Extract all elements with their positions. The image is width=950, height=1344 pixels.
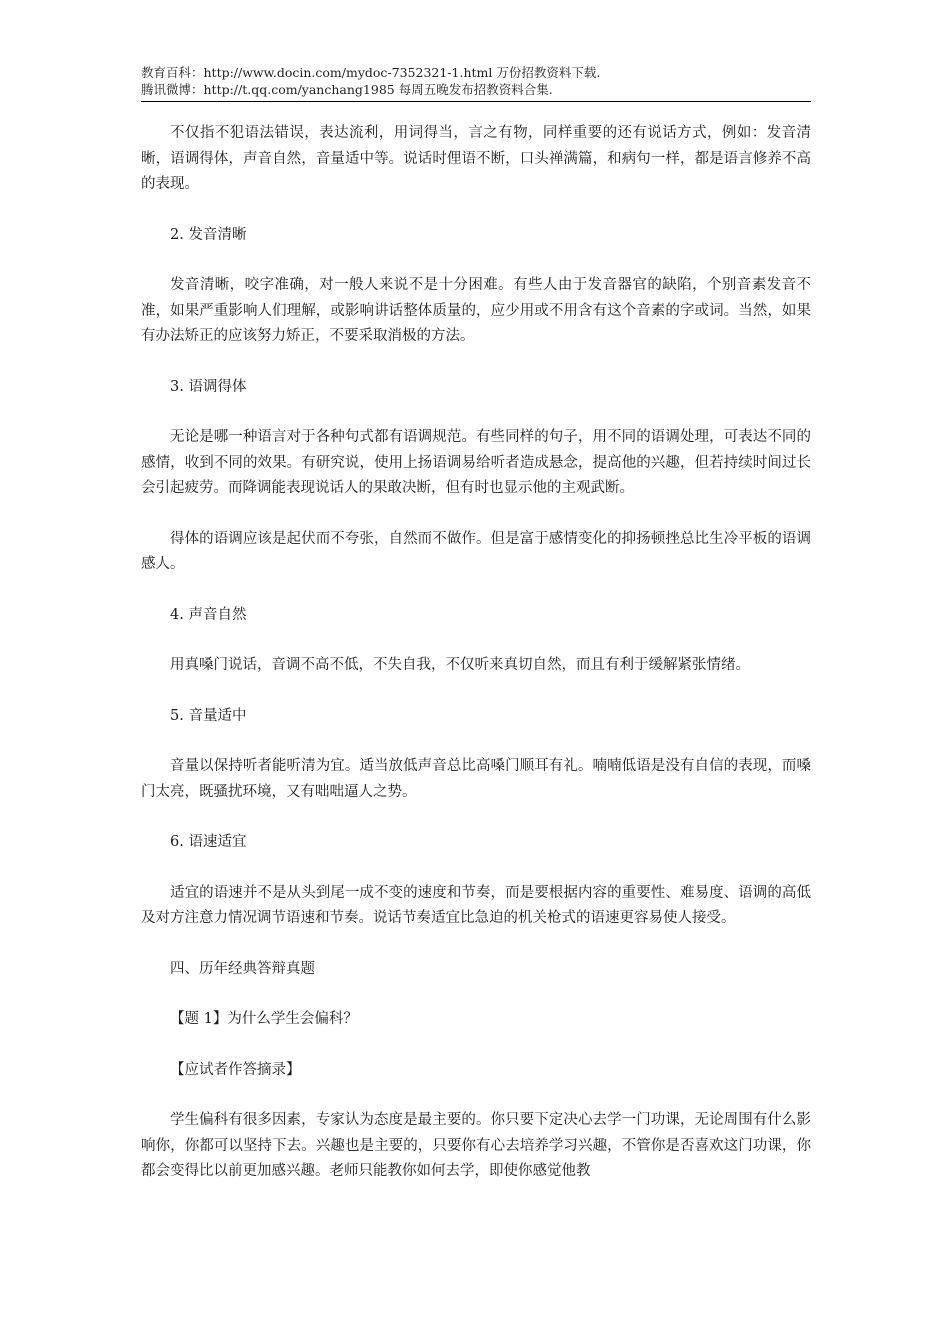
section-heading-pronunciation: 2. 发音清晰 bbox=[170, 226, 247, 243]
paragraph-pronunciation: 发音清晰，咬字准确，对一般人来说不是十分困难。有些人由于发音器官的缺陷，个别音素发音不准，如果严重影响人们理解，或影响讲话整体质量的，应少用或不用含有这个音素的字或词。当然，如果有办法矫正的应该努力矫正，不要采取消极的方法。 bbox=[141, 277, 811, 344]
paragraph-intonation-appropriate: 得体的语调应该是起伏而不夸张，自然而不做作。但是富于感情变化的抑扬顿挫总比生冷平板的语调感人。 bbox=[141, 530, 811, 572]
header-line-weibo: 腾讯微博：http://t.qq.com/yanchang1985 每周五晚发布招教资料合集. bbox=[141, 82, 553, 97]
paragraph-speed: 适宜的语速并不是从头到尾一成不变的速度和节奏，而是要根据内容的重要性、难易度、语调的高低及对方注意力情况调节语速和节奏。说话节奏适宜比急迫的机关枪式的语速更容易使人接受。 bbox=[141, 884, 811, 926]
paragraph-intonation: 无论是哪一种语言对于各种句式都有语调规范。有些同样的句子，用不同的语调处理，可表达不同的感情，收到不同的效果。有研究说，使用上扬语调易给听者造成悬念，提高他的兴趣，但若持续时间过长会引起疲劳。而降调能表现说话人的果敢决断，但有时也显示他的主观武断。 bbox=[141, 429, 811, 496]
section-heading-volume: 5. 音量适中 bbox=[170, 707, 247, 724]
section-heading-natural-voice: 4. 声音自然 bbox=[170, 606, 247, 623]
document-body bbox=[141, 121, 811, 1210]
section-heading-exam-questions: 四、历年经典答辩真题 bbox=[170, 960, 315, 977]
section-heading-speed: 6. 语速适宜 bbox=[170, 834, 247, 850]
paragraph-language-manner: 不仅指不犯语法错误，表达流利，用词得当，言之有物，同样重要的还有说话方式，例如：发音清晰，语调得体，声音自然，音量适中等。说话时俚语不断，口头禅满篇，和病句一样，都是语言修养不高的表现。 bbox=[141, 125, 811, 192]
paragraph-natural-voice: 用真嗓门说话，音调不高不低，不失自我，不仅听来真切自然，而且有利于缓解紧张情绪。 bbox=[170, 657, 750, 673]
header-line-encyclopedia: 教育百科：http://www.docin.com/mydoc-7352321-1.html 万份招教资料下载. bbox=[141, 65, 601, 80]
question-heading: 【题 1】为什么学生会偏科？ bbox=[170, 1011, 358, 1027]
header-divider bbox=[141, 101, 811, 102]
section-heading-intonation: 3. 语调得体 bbox=[170, 378, 247, 395]
page-header bbox=[141, 64, 811, 98]
paragraph-volume: 音量以保持听者能听清为宜。适当放低声音总比高嗓门顺耳有礼。喃喃低语是没有自信的表现，而嗓门太亮，既骚扰环境，又有咄咄逼人之势。 bbox=[141, 758, 811, 800]
paragraph-answer: 学生偏科有很多因素，专家认为态度是最主要的。你只要下定决心去学一门功课，无论周围有什么影响你，你都可以坚持下去。兴趣也是主要的，只要你有心去培养学习兴趣，不管你是否喜欢这门功课，你都会变得比以前更加感兴趣。老师只能教你如何去学，即使你感觉他教 bbox=[141, 1112, 811, 1179]
answer-excerpt-heading: 【应试者作答摘录】 bbox=[170, 1061, 301, 1078]
